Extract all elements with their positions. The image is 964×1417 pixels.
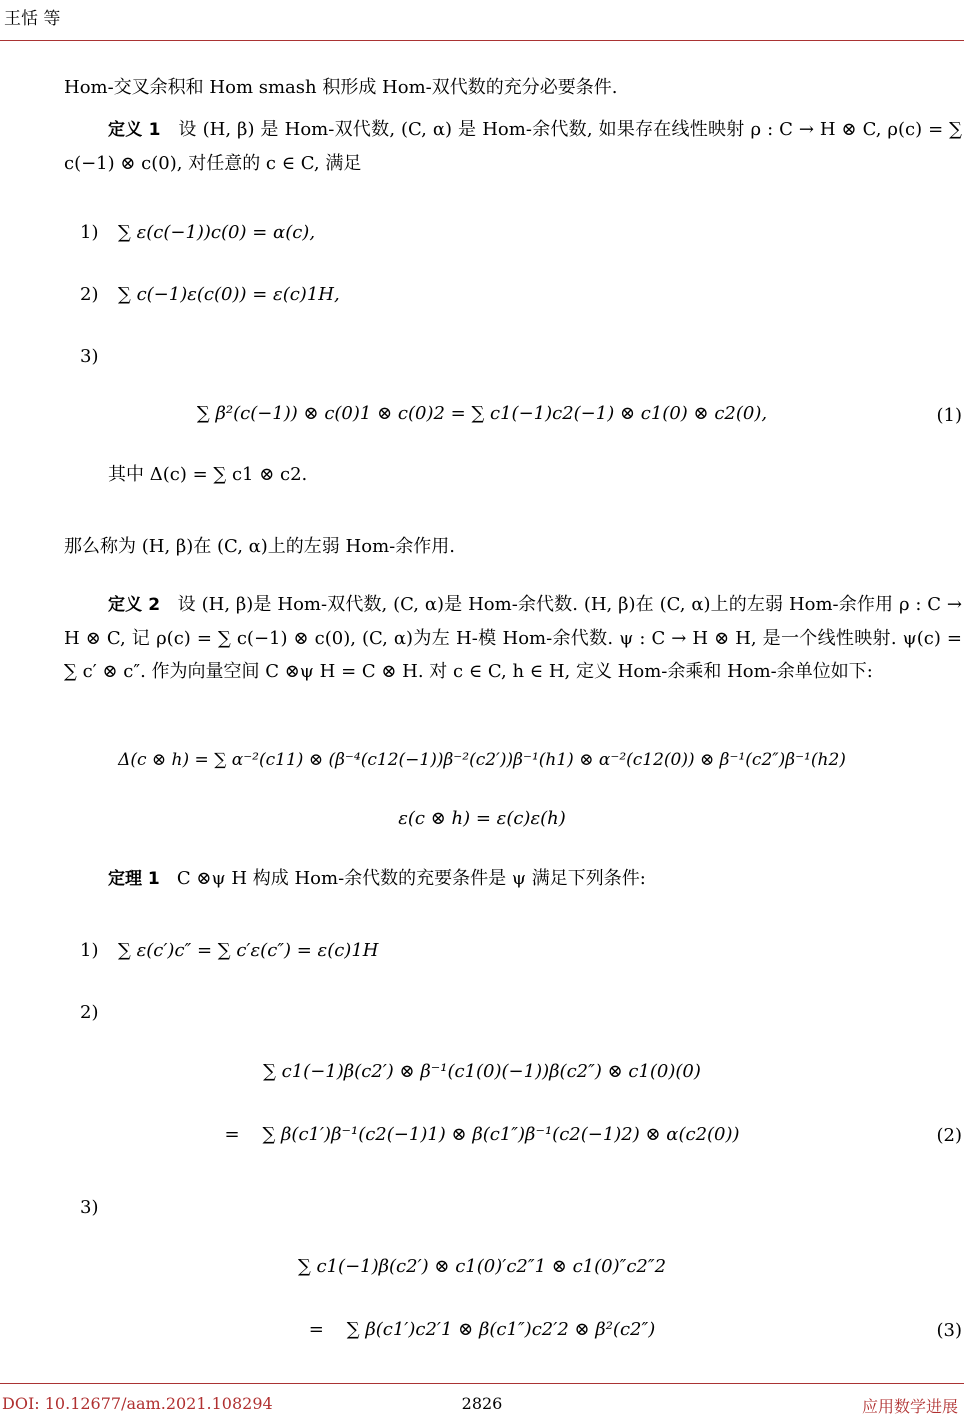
theorem-1-text: C ⊗ψ H 构成 Hom-余代数的充要条件是 ψ 满足下列条件: [176,868,646,889]
def1-item-2-formula: ∑ c(−1)ε(c(0)) = ε(c)1H, [118,284,340,305]
thm1-item-3-number: 3) [80,1197,99,1218]
def1-item-1-number: 1) [80,222,99,243]
definition-2-label: 定义 2 [108,595,161,615]
equation-1-number: (1) [936,405,962,426]
definition-1-label: 定义 1 [108,120,161,140]
def1-item-3 [80,346,118,367]
equation-1: ∑ β²(c(−1)) ⊗ c(0)1 ⊗ c(0)2 = ∑ c1(−1)c2(−1) ⊗ c1(0) ⊗ c2(0), [196,403,768,424]
thm1-item-2-number: 2) [80,1002,99,1023]
thm1-item-3 [80,1197,118,1218]
footer-rule [0,1383,964,1384]
theorem-1 [64,862,962,896]
equation-3-line-a: ∑ c1(−1)β(c2′) ⊗ c1(0)′c2″1 ⊗ c1(0)″c2″2 [297,1256,667,1277]
footer-doi-link[interactable]: DOI: 10.12677/aam.2021.108294 [2,1394,273,1413]
equation-2-equals: = [224,1124,240,1145]
thm1-item-1-number: 1) [80,940,99,961]
counit-equation: ε(c ⊗ h) = ε(c)ε(h) [398,808,566,829]
thm1-item-1-formula: ∑ ε(c′)c″ = ∑ c′ε(c″) = ε(c)1H [118,940,379,961]
equation-2-line-b [0,1124,964,1145]
equation-3-number: (3) [936,1320,962,1341]
def1-item-1-formula: ∑ ε(c(−1))c(0) = α(c), [118,222,316,243]
equation-3-line-b [0,1319,964,1340]
thm1-item-1 [80,940,378,961]
def1-where-clause: 其中 Δ(c) = ∑ c1 ⊗ c2. [108,464,308,485]
equation-2-number: (2) [936,1125,962,1146]
thm1-item-2 [80,1002,118,1023]
header-rule [0,40,964,41]
definition-1 [64,113,962,180]
def1-conclusion: 那么称为 (H, β)在 (C, α)上的左弱 Hom-余作用. [64,536,455,557]
coproduct-equation: Δ(c ⊗ h) = ∑ α⁻²(c11) ⊗ (β⁻⁴(c12(−1))β⁻²(c2′))β⁻¹(h1) ⊗ α⁻²(c12(0)) ⊗ β⁻¹(c2″)β⁻¹(h2) [118,750,846,770]
equation-3-equals: = [308,1319,324,1340]
definition-2-text: 设 (H, β)是 Hom-双代数, (C, α)是 Hom-余代数. (H, β)在 (C, α)上的左弱 Hom-余作用 ρ : C → H ⊗ C, 记 ρ(c) = ∑ c(−1) ⊗ c(0), (C, α)为左 H-模 Hom-余代数. ψ : C → H ⊗ H, 是一个线性映射. ψ(c) = ∑ c′ ⊗ c″. 作为向量空间 C ⊗ψ H = C ⊗ H. 对 c ∈ C, h ∈ H, 定义 Hom-余乘和 Hom-余单位如下: [64,594,962,682]
theorem-1-label: 定理 1 [108,869,160,889]
running-header-author: 王恬 等 [4,9,61,29]
def1-item-1 [80,222,315,243]
def1-item-2 [80,284,340,305]
footer-page-number: 2826 [461,1394,503,1413]
def1-item-2-number: 2) [80,284,99,305]
equation-2-line-a: ∑ c1(−1)β(c2′) ⊗ β⁻¹(c1(0)(−1))β(c2″) ⊗ c1(0)(0) [263,1061,701,1082]
intro-paragraph: Hom-交叉余积和 Hom smash 积形成 Hom-双代数的充分必要条件. [64,77,618,98]
equation-2-rhs: ∑ β(c1′)β⁻¹(c2(−1)1) ⊗ β(c1″)β⁻¹(c2(−1)2) ⊗ α(c2(0)) [262,1124,740,1145]
definition-2 [64,588,962,688]
equation-3-rhs: ∑ β(c1′)c2′1 ⊗ β(c1″)c2′2 ⊗ β²(c2″) [346,1319,656,1340]
footer-journal-name[interactable]: 应用数学进展 [861,1397,958,1416]
def1-item-3-number: 3) [80,346,99,367]
definition-1-text: 设 (H, β) 是 Hom-双代数, (C, α) 是 Hom-余代数, 如果存在线性映射 ρ : C → H ⊗ C, ρ(c) = ∑ c(−1) ⊗ c(0), 对任意的 c ∈ C, 满足 [64,119,963,174]
